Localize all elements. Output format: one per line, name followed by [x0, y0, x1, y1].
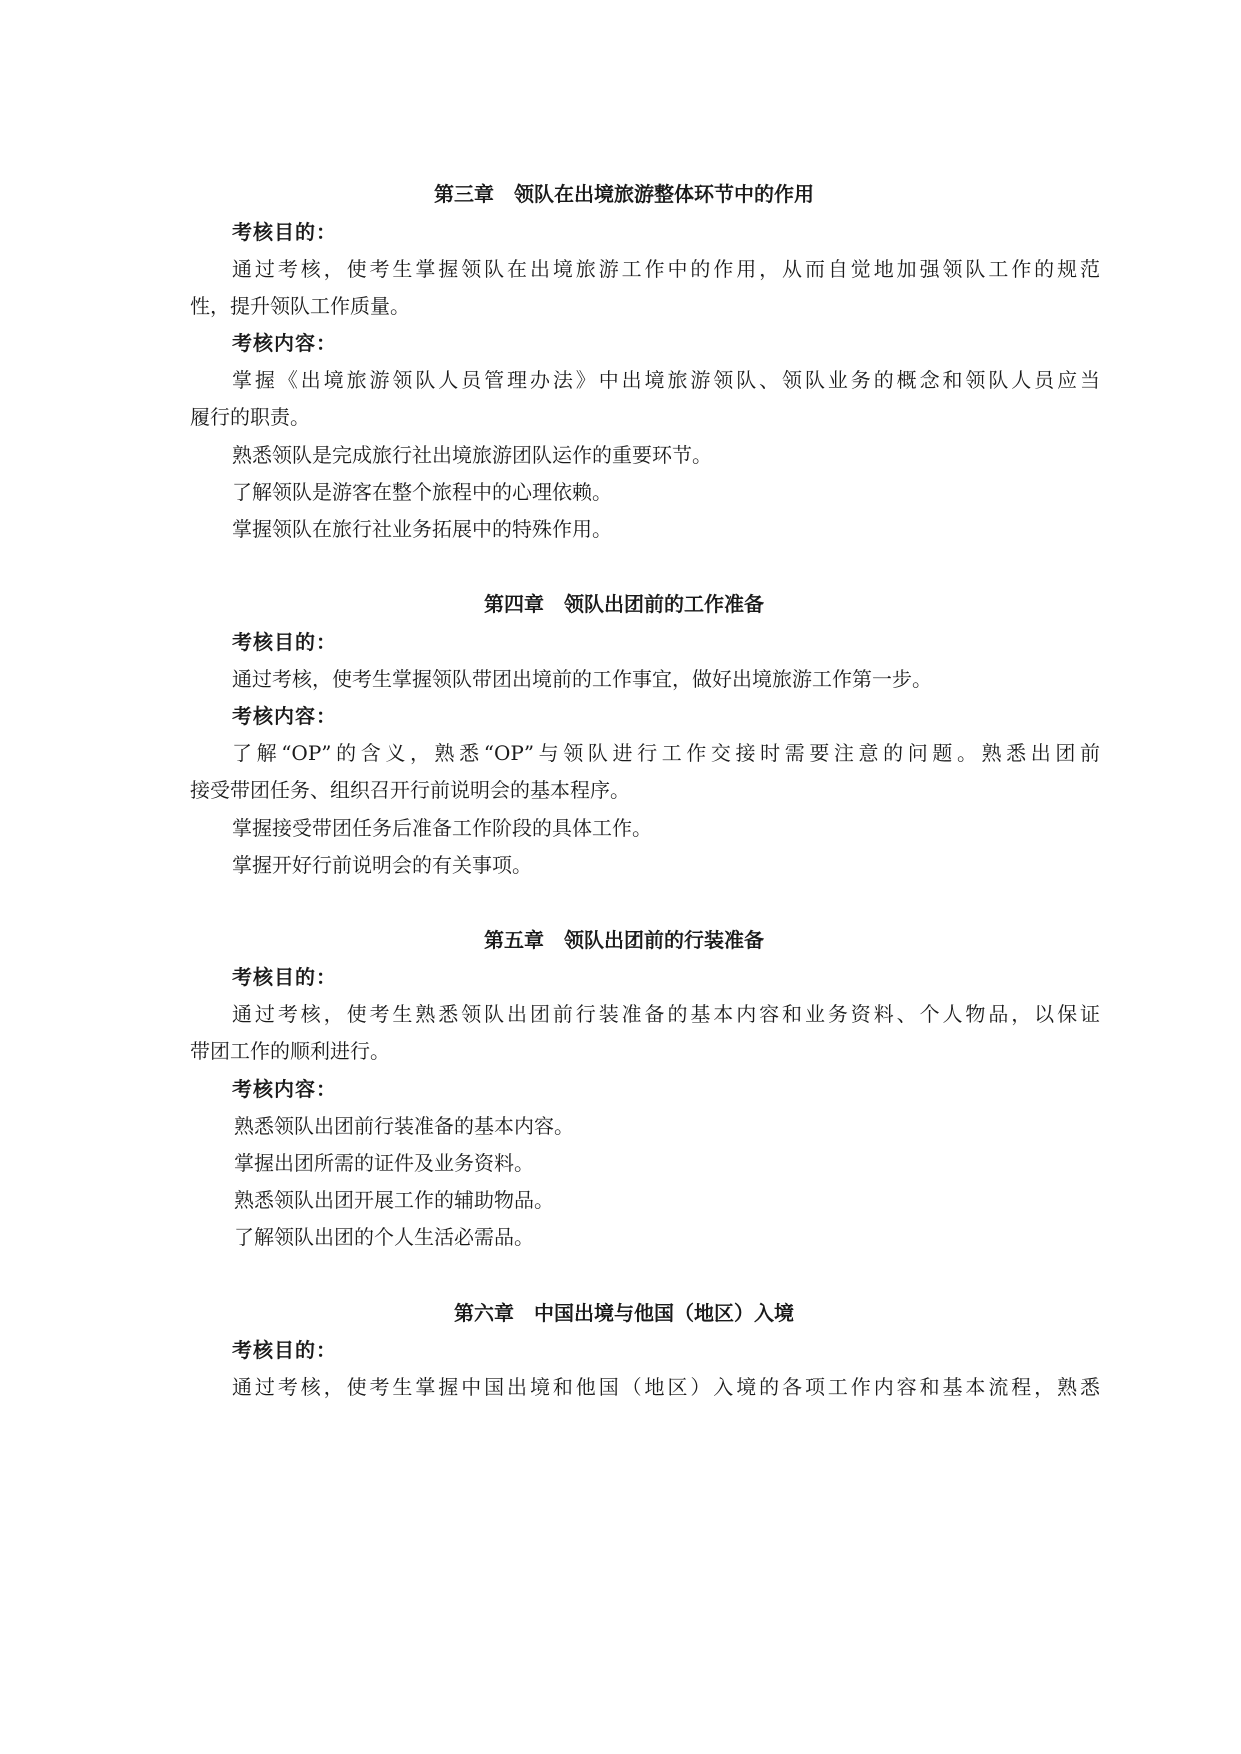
- chapter-5-content-line-1: 熟悉领队出团前行装准备的基本内容。: [234, 1114, 574, 1138]
- chapter-3-content-line-2: 履行的职责。: [190, 405, 310, 429]
- chapter-5-content-line-4: 了解领队出团的个人生活必需品。: [234, 1225, 534, 1249]
- chapter-6-goal-line-1: 通过考核，使考生掌握中国出境和他国（地区）入境的各项工作内容和基本流程，熟悉: [232, 1375, 1100, 1399]
- chapter-3-content-label: 考核内容：: [232, 331, 337, 355]
- chapter-3-goal-label: 考核目的：: [232, 220, 337, 244]
- chapter-5-content-line-3: 熟悉领队出团开展工作的辅助物品。: [234, 1188, 554, 1212]
- chapter-6-goal-label: 考核目的：: [232, 1338, 337, 1362]
- chapter-4-content-line-4: 掌握开好行前说明会的有关事项。: [232, 853, 532, 877]
- chapter-5-goal-line-1: 通过考核，使考生熟悉领队出团前行装准备的基本内容和业务资料、个人物品，以保证: [232, 1002, 1100, 1026]
- chapter-4-content-line-3: 掌握接受带团任务后准备工作阶段的具体工作。: [232, 816, 652, 840]
- chapter-5-content-line-2: 掌握出团所需的证件及业务资料。: [234, 1151, 534, 1175]
- chapter-6-title: 第六章 中国出境与他国（地区）入境: [454, 1301, 794, 1325]
- chapter-3-goal-line-1: 通过考核，使考生掌握领队在出境旅游工作中的作用，从而自觉地加强领队工作的规范: [232, 257, 1100, 281]
- chapter-5-goal-label: 考核目的：: [232, 965, 337, 989]
- chapter-3-content-line-4: 了解领队是游客在整个旅程中的心理依赖。: [232, 480, 612, 504]
- chapter-3-content-line-1: 掌握《出境旅游领队人员管理办法》中出境旅游领队、领队业务的概念和领队人员应当: [232, 368, 1100, 392]
- chapter-4-title: 第四章 领队出团前的工作准备: [484, 592, 764, 616]
- chapter-3-goal-line-2: 性，提升领队工作质量。: [190, 294, 410, 318]
- chapter-4-goal-line-1: 通过考核，使考生掌握领队带团出境前的工作事宜，做好出境旅游工作第一步。: [232, 667, 932, 691]
- chapter-4-content-label: 考核内容：: [232, 704, 337, 728]
- chapter-5-content-label: 考核内容：: [232, 1077, 337, 1101]
- chapter-3-title: 第三章 领队在出境旅游整体环节中的作用: [434, 182, 814, 206]
- chapter-3-content-line-3: 熟悉领队是完成旅行社出境旅游团队运作的重要环节。: [232, 443, 712, 467]
- chapter-4-content-line-2: 接受带团任务、组织召开行前说明会的基本程序。: [190, 778, 630, 802]
- chapter-5-title: 第五章 领队出团前的行装准备: [484, 928, 764, 952]
- chapter-4-content-line-1: 了解“OP”的含义，熟悉“OP”与领队进行工作交接时需要注意的问题。熟悉出团前: [232, 741, 1100, 765]
- chapter-3-content-line-5: 掌握领队在旅行社业务拓展中的特殊作用。: [232, 517, 612, 541]
- chapter-4-goal-label: 考核目的：: [232, 630, 337, 654]
- chapter-5-goal-line-2: 带团工作的顺利进行。: [190, 1039, 390, 1063]
